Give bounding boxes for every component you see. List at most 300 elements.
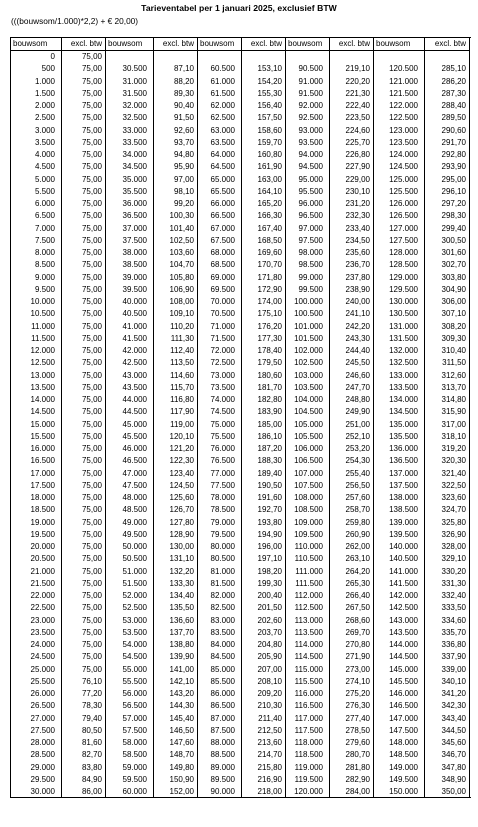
table-row xyxy=(374,639,469,651)
excl-btw-cell: 165,20 xyxy=(257,199,282,208)
excl-btw-cell: 75,00 xyxy=(81,297,102,306)
bouwsom-cell: 149.500 xyxy=(389,774,418,784)
header-excl-btw: excl. btw xyxy=(250,39,282,48)
table-row xyxy=(106,161,197,173)
bouwsom-cell: 88.000 xyxy=(210,738,235,747)
excl-btw-cell: 99,20 xyxy=(173,199,194,208)
excl-btw-cell: 243,30 xyxy=(345,333,370,343)
excl-btw-cell: 142,10 xyxy=(169,676,194,686)
table-row xyxy=(11,541,105,553)
table-row xyxy=(11,272,105,284)
excl-btw-cell: 334,60 xyxy=(441,615,466,625)
excl-btw-cell: 273,00 xyxy=(345,664,370,674)
bouwsom-cell: 62.000 xyxy=(210,101,235,110)
excl-btw-cell: 160,80 xyxy=(257,150,282,159)
excl-btw-cell: 158,60 xyxy=(257,125,282,135)
bouwsom-cell: 47.000 xyxy=(122,468,147,478)
excl-btw-cell: 147,60 xyxy=(169,738,194,747)
bouwsom-cell: 31.500 xyxy=(122,88,147,98)
column-separator xyxy=(61,38,62,798)
bouwsom-cell: 95.000 xyxy=(298,174,323,184)
excl-btw-cell: 75,00 xyxy=(81,309,102,319)
bouwsom-cell: 108.500 xyxy=(294,505,323,515)
bouwsom-cell: 7.500 xyxy=(34,235,55,245)
bouwsom-cell: 24.500 xyxy=(30,652,55,662)
excl-btw-cell: 179,50 xyxy=(257,358,282,368)
excl-btw-cell: 259,80 xyxy=(345,517,370,527)
excl-btw-cell: 345,60 xyxy=(441,738,466,747)
column-separator xyxy=(153,38,154,798)
table-row xyxy=(374,431,469,443)
excl-btw-cell: 254,30 xyxy=(345,456,370,466)
excl-btw-cell: 308,20 xyxy=(441,321,466,331)
bouwsom-cell: 126.500 xyxy=(389,211,418,221)
table-row xyxy=(11,639,105,651)
excl-btw-cell: 257,60 xyxy=(345,493,370,502)
excl-btw-cell: 75,00 xyxy=(81,493,102,502)
bouwsom-cell: 6.000 xyxy=(34,199,55,208)
tariff-formula: (((bouwsom/1.000)*2,2) + € 20,00) xyxy=(11,16,139,26)
bouwsom-cell: 96.500 xyxy=(298,211,323,221)
bouwsom-cell: 87.500 xyxy=(210,725,235,735)
excl-btw-cell: 210,30 xyxy=(257,701,282,711)
excl-btw-cell: 163,00 xyxy=(257,174,282,184)
excl-btw-cell: 86,00 xyxy=(81,787,102,796)
table-row xyxy=(11,308,105,320)
header-bouwsom: bouwsom xyxy=(288,39,323,48)
table-row xyxy=(106,541,197,553)
excl-btw-cell: 75,00 xyxy=(81,137,102,147)
excl-btw-cell: 267,50 xyxy=(345,603,370,613)
bouwsom-cell: 26.000 xyxy=(30,689,55,698)
bouwsom-cell: 122.500 xyxy=(389,113,418,123)
bouwsom-cell: 100.500 xyxy=(294,309,323,319)
table-row xyxy=(106,357,197,369)
bouwsom-cell: 73.000 xyxy=(210,370,235,380)
excl-btw-cell: 200,40 xyxy=(257,591,282,600)
bouwsom-cell: 21.500 xyxy=(30,578,55,588)
bouwsom-cell: 106.000 xyxy=(294,444,323,453)
bouwsom-cell: 20.500 xyxy=(30,554,55,564)
excl-btw-cell: 75,00 xyxy=(81,76,102,86)
bouwsom-cell: 52.000 xyxy=(122,591,147,600)
excl-btw-cell: 284,00 xyxy=(345,787,370,796)
bouwsom-cell: 85.000 xyxy=(210,664,235,674)
excl-btw-cell: 322,50 xyxy=(441,480,466,490)
table-row xyxy=(374,321,469,333)
bouwsom-cell: 81.500 xyxy=(210,578,235,588)
excl-btw-cell: 75,00 xyxy=(81,248,102,257)
table-row xyxy=(106,725,197,737)
bouwsom-cell: 36.500 xyxy=(122,211,147,221)
excl-btw-cell: 249,90 xyxy=(345,407,370,417)
bouwsom-cell: 109.500 xyxy=(294,529,323,539)
excl-btw-cell: 262,00 xyxy=(345,542,370,551)
excl-btw-cell: 198,20 xyxy=(257,566,282,576)
excl-btw-cell: 93,70 xyxy=(173,137,194,147)
excl-btw-cell: 314,80 xyxy=(441,395,466,404)
bouwsom-cell: 89.000 xyxy=(210,762,235,772)
bouwsom-cell: 142.000 xyxy=(389,591,418,600)
bouwsom-cell: 44.000 xyxy=(122,395,147,404)
excl-btw-cell: 301,60 xyxy=(441,248,466,257)
excl-btw-cell: 117,90 xyxy=(170,407,194,417)
excl-btw-cell: 276,30 xyxy=(345,701,370,711)
bouwsom-cell: 131.500 xyxy=(389,333,418,343)
excl-btw-cell: 128,90 xyxy=(169,529,194,539)
excl-btw-cell: 253,20 xyxy=(345,444,370,453)
excl-btw-cell: 80,50 xyxy=(81,725,102,735)
excl-btw-cell: 201,50 xyxy=(257,603,282,613)
bouwsom-cell: 2.500 xyxy=(34,113,55,123)
table-row xyxy=(374,749,469,761)
excl-btw-cell: 81,60 xyxy=(81,738,102,747)
table-row xyxy=(11,174,105,186)
bouwsom-cell: 92.000 xyxy=(298,101,323,110)
bouwsom-cell: 147.000 xyxy=(389,713,418,723)
bouwsom-cell: 90.000 xyxy=(210,787,235,796)
bouwsom-cell: 104.000 xyxy=(294,395,323,404)
excl-btw-cell: 155,30 xyxy=(257,88,282,98)
bouwsom-cell: 11.500 xyxy=(31,333,55,343)
bouwsom-cell: 75.500 xyxy=(210,431,235,441)
bouwsom-cell: 8.500 xyxy=(34,260,55,270)
table-row xyxy=(106,517,197,529)
bouwsom-cell: 49.000 xyxy=(122,517,147,527)
bouwsom-cell: 31.000 xyxy=(122,76,147,86)
bouwsom-cell: 57.000 xyxy=(122,713,147,723)
excl-btw-cell: 229,00 xyxy=(345,174,370,184)
table-row xyxy=(11,578,105,590)
excl-btw-cell: 222,40 xyxy=(345,101,370,110)
excl-btw-cell: 75,00 xyxy=(81,640,102,649)
excl-btw-cell: 102,50 xyxy=(169,235,194,245)
bouwsom-cell: 138.500 xyxy=(389,505,418,515)
bouwsom-cell: 25.000 xyxy=(30,664,55,674)
excl-btw-cell: 275,20 xyxy=(345,689,370,698)
page-title: Tarieventabel per 1 januari 2025, exclusief BTW xyxy=(141,3,337,13)
excl-btw-cell: 274,10 xyxy=(345,676,370,686)
excl-btw-cell: 75,00 xyxy=(81,199,102,208)
excl-btw-cell: 75,00 xyxy=(81,223,102,233)
bouwsom-cell: 78.500 xyxy=(210,505,235,515)
excl-btw-cell: 300,50 xyxy=(441,235,466,245)
bouwsom-cell: 72.500 xyxy=(210,358,235,368)
header-bouwsom: bouwsom xyxy=(13,39,48,48)
bouwsom-cell: 103.000 xyxy=(294,370,323,380)
bouwsom-cell: 30.000 xyxy=(30,787,55,796)
table-row xyxy=(374,76,469,88)
excl-btw-cell: 335,70 xyxy=(441,627,466,637)
excl-btw-cell: 236,70 xyxy=(345,260,370,270)
bouwsom-cell: 15.000 xyxy=(30,419,55,429)
excl-btw-cell: 75,00 xyxy=(81,382,102,392)
excl-btw-cell: 75,00 xyxy=(81,566,102,576)
excl-btw-cell: 75,00 xyxy=(81,284,102,294)
bouwsom-cell: 55.000 xyxy=(122,664,147,674)
table-row xyxy=(11,419,105,431)
bouwsom-cell: 148.500 xyxy=(389,750,418,760)
bouwsom-cell: 97.500 xyxy=(298,235,323,245)
table-row xyxy=(106,210,197,222)
bouwsom-cell: 117.000 xyxy=(294,713,323,723)
table-row xyxy=(106,137,197,149)
bouwsom-cell: 130.500 xyxy=(389,309,418,319)
table-row xyxy=(106,615,197,627)
bouwsom-cell: 45.000 xyxy=(122,419,147,429)
bouwsom-cell: 89.500 xyxy=(210,774,235,784)
excl-btw-cell: 291,70 xyxy=(441,137,466,147)
excl-btw-cell: 177,30 xyxy=(257,333,282,343)
bouwsom-cell: 124.500 xyxy=(389,162,418,172)
bouwsom-cell: 85.500 xyxy=(210,676,235,686)
bouwsom-cell: 82.000 xyxy=(210,591,235,600)
excl-btw-cell: 188,30 xyxy=(257,456,282,466)
excl-btw-cell: 132,20 xyxy=(169,566,194,576)
table-row xyxy=(374,112,469,124)
excl-btw-cell: 122,30 xyxy=(169,456,194,466)
table-row xyxy=(11,480,105,492)
excl-btw-cell: 220,20 xyxy=(345,76,370,86)
table-row xyxy=(374,137,469,149)
excl-btw-cell: 344,50 xyxy=(441,725,466,735)
bouwsom-cell: 145.000 xyxy=(389,664,418,674)
table-row xyxy=(374,504,469,516)
bouwsom-cell: 68.000 xyxy=(210,248,235,257)
excl-btw-cell: 219,10 xyxy=(345,64,370,74)
bouwsom-cell: 5.000 xyxy=(34,174,55,184)
bouwsom-cell: 65.500 xyxy=(210,186,235,196)
bouwsom-cell: 115.000 xyxy=(294,664,323,674)
bouwsom-cell: 105.500 xyxy=(294,431,323,441)
excl-btw-cell: 112,40 xyxy=(170,346,194,355)
excl-btw-cell: 218,00 xyxy=(257,787,282,796)
bouwsom-cell: 113.500 xyxy=(294,627,323,637)
bouwsom-cell: 83.000 xyxy=(210,615,235,625)
bouwsom-cell: 138.000 xyxy=(389,493,418,502)
tariff-column-group xyxy=(286,38,374,798)
excl-btw-cell: 287,30 xyxy=(441,88,466,98)
excl-btw-cell: 315,90 xyxy=(441,407,466,417)
excl-btw-cell: 75,00 xyxy=(81,52,102,61)
bouwsom-cell: 142.500 xyxy=(389,603,418,613)
table-row xyxy=(106,553,197,565)
bouwsom-cell: 53.500 xyxy=(122,627,147,637)
column-separator xyxy=(241,38,242,798)
table-row xyxy=(106,345,197,357)
header-excl-btw: excl. btw xyxy=(434,39,466,48)
bouwsom-cell: 54.500 xyxy=(122,652,147,662)
excl-btw-cell: 180,60 xyxy=(257,370,282,380)
bouwsom-cell: 1.000 xyxy=(34,76,55,86)
table-row xyxy=(374,174,469,186)
bouwsom-cell: 136.000 xyxy=(389,444,418,453)
bouwsom-cell: 129.000 xyxy=(389,272,418,282)
bouwsom-cell: 41.000 xyxy=(122,321,147,331)
excl-btw-cell: 202,60 xyxy=(257,615,282,625)
excl-btw-cell: 170,70 xyxy=(257,260,282,270)
excl-btw-cell: 265,30 xyxy=(345,578,370,588)
bouwsom-cell: 130.000 xyxy=(389,297,418,306)
excl-btw-cell: 213,60 xyxy=(257,738,282,747)
bouwsom-cell: 101.000 xyxy=(294,321,323,331)
bouwsom-cell: 146.500 xyxy=(389,701,418,711)
header-excl-btw: excl. btw xyxy=(338,39,370,48)
excl-btw-cell: 79,40 xyxy=(81,713,102,723)
excl-btw-cell: 235,60 xyxy=(345,248,370,257)
excl-btw-cell: 148,70 xyxy=(169,750,194,760)
bouwsom-cell: 17.500 xyxy=(30,480,55,490)
table-row xyxy=(106,713,197,725)
bouwsom-cell: 46.500 xyxy=(122,456,147,466)
excl-btw-cell: 141,00 xyxy=(169,664,194,674)
excl-btw-cell: 290,60 xyxy=(441,125,466,135)
excl-btw-cell: 75,00 xyxy=(81,272,102,282)
excl-btw-cell: 83,80 xyxy=(81,762,102,772)
header-bouwsom: bouwsom xyxy=(200,39,235,48)
excl-btw-cell: 234,50 xyxy=(345,235,370,245)
bouwsom-cell: 50.000 xyxy=(122,542,147,551)
table-row xyxy=(11,296,105,308)
bouwsom-cell: 95.500 xyxy=(298,186,323,196)
bouwsom-cell: 122.000 xyxy=(389,101,418,110)
excl-btw-cell: 75,00 xyxy=(81,395,102,404)
table-row xyxy=(11,247,105,259)
table-row xyxy=(106,272,197,284)
bouwsom-cell: 29.500 xyxy=(30,774,55,784)
table-row xyxy=(11,235,105,247)
table-row xyxy=(106,51,197,63)
excl-btw-cell: 75,00 xyxy=(81,664,102,674)
excl-btw-cell: 75,00 xyxy=(81,529,102,539)
table-row xyxy=(11,394,105,406)
excl-btw-cell: 343,40 xyxy=(441,713,466,723)
table-row xyxy=(374,468,469,480)
table-row xyxy=(106,284,197,296)
bouwsom-cell: 94.500 xyxy=(298,162,323,172)
table-row xyxy=(106,529,197,541)
column-separator xyxy=(424,38,425,798)
excl-btw-cell: 111,30 xyxy=(170,333,194,343)
bouwsom-cell: 64.500 xyxy=(210,162,235,172)
excl-btw-cell: 124,50 xyxy=(169,480,194,490)
excl-btw-cell: 75,00 xyxy=(81,407,102,417)
excl-btw-cell: 237,80 xyxy=(345,272,370,282)
table-row xyxy=(374,762,469,774)
column-header xyxy=(374,38,469,51)
table-row xyxy=(106,149,197,161)
excl-btw-cell: 326,90 xyxy=(441,529,466,539)
bouwsom-cell: 18.500 xyxy=(30,505,55,515)
excl-btw-cell: 131,10 xyxy=(169,554,194,564)
bouwsom-cell: 40.500 xyxy=(122,309,147,319)
bouwsom-cell: 121.500 xyxy=(389,88,418,98)
excl-btw-cell: 325,80 xyxy=(441,517,466,527)
bouwsom-cell: 36.000 xyxy=(122,199,147,208)
bouwsom-cell: 125.500 xyxy=(389,186,418,196)
excl-btw-cell: 306,00 xyxy=(441,297,466,306)
table-row xyxy=(374,737,469,749)
bouwsom-cell: 75.000 xyxy=(210,419,235,429)
excl-btw-cell: 205,90 xyxy=(257,652,282,662)
excl-btw-cell: 238,90 xyxy=(345,284,370,294)
table-row xyxy=(106,394,197,406)
bouwsom-cell: 102.000 xyxy=(294,346,323,355)
excl-btw-cell: 137,70 xyxy=(169,627,194,637)
table-row xyxy=(374,125,469,137)
excl-btw-cell: 75,00 xyxy=(81,431,102,441)
bouwsom-cell: 43.500 xyxy=(122,382,147,392)
bouwsom-cell: 25.500 xyxy=(30,676,55,686)
bouwsom-cell: 140.000 xyxy=(389,542,418,551)
excl-btw-cell: 246,60 xyxy=(345,370,370,380)
excl-btw-cell: 225,70 xyxy=(345,137,370,147)
excl-btw-cell: 153,10 xyxy=(257,64,282,74)
excl-btw-cell: 331,30 xyxy=(441,578,466,588)
tariff-column-group xyxy=(198,38,286,798)
bouwsom-cell: 127.000 xyxy=(389,223,418,233)
excl-btw-cell: 263,10 xyxy=(345,554,370,564)
excl-btw-cell: 204,80 xyxy=(257,640,282,649)
excl-btw-cell: 156,40 xyxy=(257,101,282,110)
bouwsom-cell: 114.000 xyxy=(294,640,323,649)
excl-btw-cell: 126,70 xyxy=(169,505,194,515)
bouwsom-cell: 80.500 xyxy=(210,554,235,564)
excl-btw-cell: 227,90 xyxy=(345,162,370,172)
excl-btw-cell: 271,90 xyxy=(345,652,370,662)
table-row xyxy=(106,198,197,210)
table-row xyxy=(11,566,105,578)
bouwsom-cell: 9.500 xyxy=(34,284,55,294)
bouwsom-cell: 6.500 xyxy=(34,211,55,221)
bouwsom-cell: 133.500 xyxy=(389,382,418,392)
excl-btw-cell: 174,00 xyxy=(257,297,282,306)
bouwsom-cell: 11.000 xyxy=(31,321,55,331)
excl-btw-cell: 193,80 xyxy=(257,517,282,527)
excl-btw-cell: 176,20 xyxy=(257,321,282,331)
table-row xyxy=(106,259,197,271)
excl-btw-cell: 319,20 xyxy=(441,444,466,453)
excl-btw-cell: 115,70 xyxy=(170,382,194,392)
excl-btw-cell: 321,40 xyxy=(441,468,466,478)
excl-btw-cell: 310,40 xyxy=(441,346,466,355)
bouwsom-cell: 0 xyxy=(50,52,55,61)
bouwsom-cell: 40.000 xyxy=(122,297,147,306)
excl-btw-cell: 209,20 xyxy=(257,689,282,698)
table-row xyxy=(11,468,105,480)
table-row xyxy=(106,664,197,676)
excl-btw-cell: 270,80 xyxy=(345,640,370,649)
excl-btw-cell: 324,70 xyxy=(441,505,466,515)
bouwsom-cell: 84.000 xyxy=(210,640,235,649)
excl-btw-cell: 75,00 xyxy=(81,150,102,159)
excl-btw-cell: 103,60 xyxy=(169,248,194,257)
table-row xyxy=(106,639,197,651)
excl-btw-cell: 76,10 xyxy=(81,676,102,686)
excl-btw-cell: 172,90 xyxy=(257,284,282,294)
bouwsom-cell: 4.500 xyxy=(34,162,55,172)
bouwsom-cell: 65.000 xyxy=(210,174,235,184)
table-row xyxy=(106,112,197,124)
bouwsom-cell: 101.500 xyxy=(294,333,323,343)
table-row xyxy=(106,700,197,712)
excl-btw-cell: 119,00 xyxy=(170,419,194,429)
table-row xyxy=(11,370,105,382)
table-row xyxy=(11,700,105,712)
excl-btw-cell: 154,20 xyxy=(257,76,282,86)
bouwsom-cell: 60.500 xyxy=(210,64,235,74)
bouwsom-cell: 30.500 xyxy=(122,64,147,74)
